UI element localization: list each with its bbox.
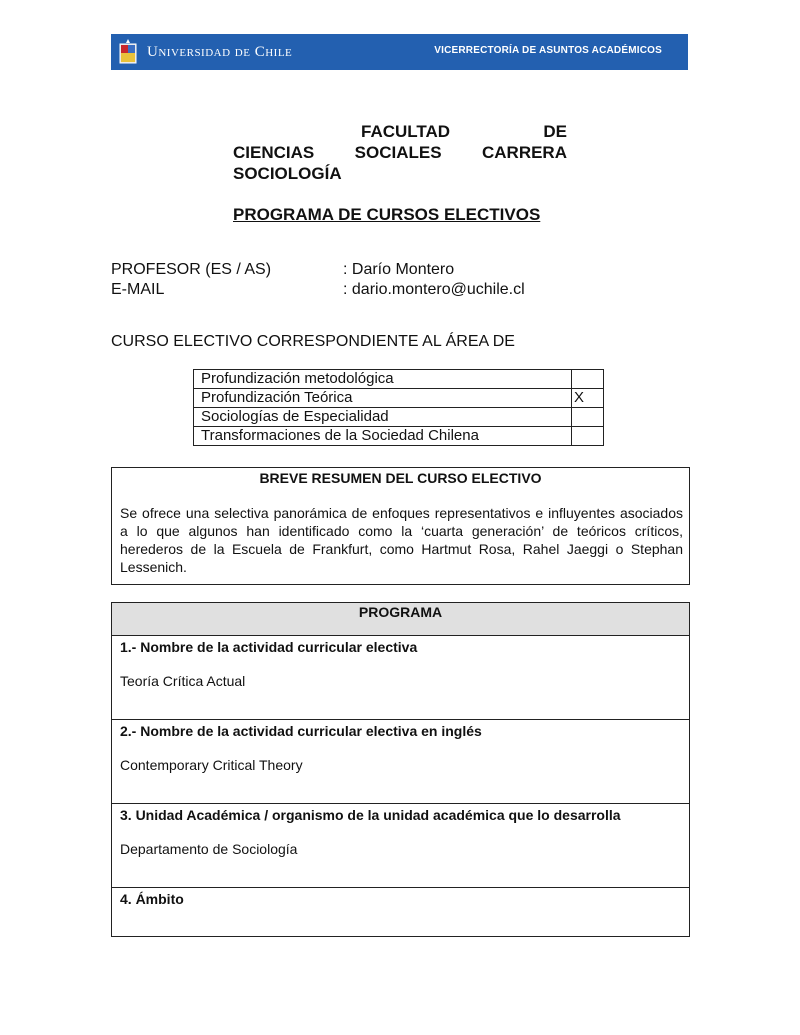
programa-section: [112, 636, 689, 720]
page-title: PROGRAMA DE CURSOS ELECTIVOS: [233, 205, 541, 224]
section-title: 2.- Nombre de la actividad curricular electiva en inglés: [120, 723, 482, 739]
programa-section: [112, 720, 689, 804]
area-name: Profundización metodológica: [194, 370, 572, 389]
faculty-word: FACULTAD: [361, 122, 451, 141]
section-value: Contemporary Critical Theory: [120, 757, 303, 773]
faculty-de-word: DE: [543, 122, 567, 141]
ciencias-word: CIENCIAS: [233, 143, 315, 162]
section-title: 1.- Nombre de la actividad curricular electiva: [120, 639, 418, 655]
carrera-word: CARRERA: [481, 143, 567, 162]
vicerrectoria-label: VICERRECTORÍA DE ASUNTOS ACADÉMICOS: [434, 45, 662, 56]
area-table: [193, 369, 604, 446]
profesor-value: : Darío Montero: [343, 261, 455, 278]
profesor-label: PROFESOR (ES / AS): [111, 261, 272, 278]
area-name: Sociologías de Especialidad: [194, 408, 572, 427]
university-seal-icon: [117, 38, 139, 66]
area-mark: [572, 370, 604, 389]
faculty-heading: [233, 121, 567, 184]
area-row: [194, 427, 604, 446]
header-banner: [111, 34, 688, 70]
area-row: [194, 389, 604, 408]
sociologia-word: SOCIOLOGÍA: [233, 164, 342, 183]
area-mark: X: [572, 389, 604, 408]
summary-heading: BREVE RESUMEN DEL CURSO ELECTIVO: [259, 470, 542, 486]
section-title: 4. Ámbito: [120, 891, 184, 907]
area-mark: [572, 408, 604, 427]
programa-box: [111, 602, 690, 937]
university-name: Universidad de Chile: [147, 43, 293, 60]
email-value: : dario.montero@uchile.cl: [343, 281, 525, 298]
email-label: E-MAIL: [111, 281, 165, 298]
section-value: Teoría Crítica Actual: [120, 673, 246, 689]
summary-text: Se ofrece una selectiva panorámica de enfoques representativos e influyentes asociados a lo que algunos han identificado como la ‘cuarta generación’ de teóricos críticos, herederos de la Escuela de Frankfurt, como Hartmut Rosa, Rahel Jaeggi o Stephan Lessenich.: [120, 505, 683, 575]
area-mark: [572, 427, 604, 446]
area-name: Profundización Teórica: [194, 389, 572, 408]
section-value: Departamento de Sociología: [120, 841, 298, 857]
programa-section: [112, 804, 689, 888]
area-name: Transformaciones de la Sociedad Chilena: [194, 427, 572, 446]
area-title: CURSO ELECTIVO CORRESPONDIENTE AL ÁREA DE: [111, 333, 515, 350]
area-row: [194, 370, 604, 389]
section-title: 3. Unidad Académica / organismo de la unidad académica que lo desarrolla: [120, 807, 621, 823]
programa-section: [112, 888, 689, 936]
programa-heading: PROGRAMA: [112, 603, 689, 636]
summary-box: [111, 467, 690, 585]
area-row: [194, 408, 604, 427]
sociales-word: SOCIALES: [354, 143, 442, 162]
